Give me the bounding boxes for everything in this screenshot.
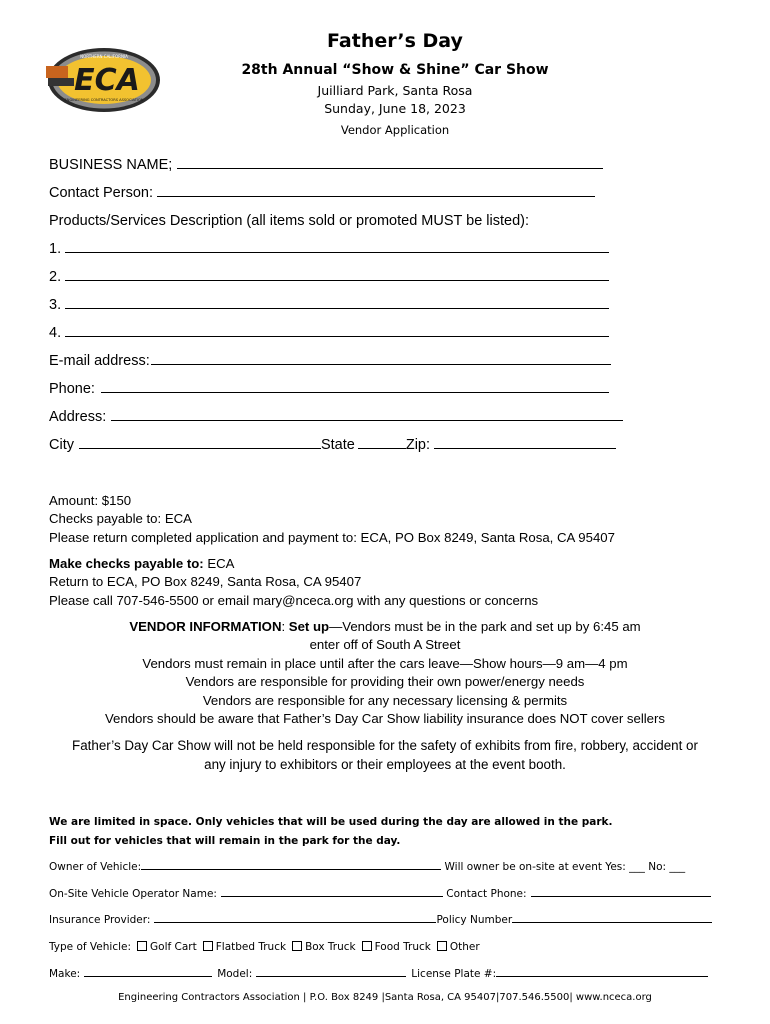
phone-field[interactable] [49, 381, 609, 397]
phone-label: Phone: [49, 381, 95, 397]
logo-text: ECA [74, 63, 140, 98]
item-number: 1. [49, 241, 62, 257]
flatbed-truck-checkbox[interactable] [203, 941, 213, 951]
make-checks-label: Make checks payable to: [49, 556, 204, 571]
product-line-4[interactable] [49, 325, 609, 341]
other-label: Other [449, 941, 480, 953]
event-location: Juilliard Park, Santa Rosa [317, 83, 473, 98]
fill-out-text: Fill out for vehicles that will remain in the park for the day. [49, 835, 401, 847]
space-limit-text: We are limited in space. Only vehicles that will be used during the day are allowed in the park. [49, 816, 613, 828]
item-number: 3. [49, 297, 62, 313]
plate-label: License Plate #: [411, 968, 497, 980]
return-app-text: Please return completed application and payment to: ECA, PO Box 8249, Santa Rosa, CA 95407 [49, 530, 615, 545]
insurance-label: Insurance Provider: [49, 914, 151, 926]
make-line[interactable] [84, 975, 212, 977]
model-line[interactable] [256, 975, 406, 977]
operator-field[interactable] [49, 888, 711, 900]
setup-text: —Vendors must be in the park and set up by 6:45 am [329, 619, 641, 634]
operator-line[interactable] [221, 895, 443, 897]
product-line-1[interactable] [49, 241, 609, 257]
make-label: Make: [49, 968, 81, 980]
golf-cart-label: Golf Cart [150, 941, 197, 953]
product-line-3[interactable] [49, 297, 609, 313]
model-label: Model: [217, 968, 253, 980]
setup-label: Set up [288, 619, 330, 634]
vendor-info-label: VENDOR INFORMATION [129, 619, 282, 634]
address-label: Address: [49, 409, 107, 425]
box-truck-label: Box Truck [305, 941, 356, 953]
vendor-info-line: Vendors should be aware that Father’s Day Car Show liability insurance does NOT cover sellers [104, 711, 665, 726]
products-label: Products/Services Description (all items sold or promoted MUST be listed): [49, 213, 530, 229]
logo-arc-top: NORTHERN CALIFORNIA [80, 54, 128, 59]
item-line[interactable] [65, 279, 609, 281]
make-model-plate-field[interactable] [49, 968, 708, 980]
amount-text: Amount: $150 [49, 493, 132, 508]
checks-text: Checks payable to: ECA [49, 511, 192, 526]
vehicle-type-field [49, 941, 480, 953]
email-line[interactable] [151, 363, 611, 365]
email-field[interactable] [49, 353, 611, 369]
state-label: State [320, 437, 355, 453]
item-number: 2. [49, 269, 62, 285]
contact-person-line[interactable] [157, 195, 595, 197]
contact-person-label: Contact Person: [49, 185, 153, 201]
vendor-info-colon: : [281, 619, 289, 634]
event-date: Sunday, June 18, 2023 [324, 101, 466, 116]
vendor-info-line: Vendors are responsible for providing their own power/energy needs [185, 674, 585, 689]
business-name-label: BUSINESS NAME; [49, 157, 173, 173]
owner-field[interactable] [49, 861, 685, 873]
food-truck-checkbox[interactable] [362, 941, 372, 951]
item-number: 4. [49, 325, 62, 341]
city-state-zip-field[interactable] [49, 437, 616, 453]
event-name: 28th Annual “Show & Shine” Car Show [241, 62, 549, 78]
contact-phone-label: Contact Phone: [446, 888, 527, 900]
insurance-field[interactable] [49, 914, 712, 926]
state-line[interactable] [358, 447, 406, 449]
owner-line[interactable] [141, 868, 441, 870]
food-truck-label: Food Truck [374, 941, 431, 953]
plate-line[interactable] [496, 975, 708, 977]
zip-label: Zip: [405, 437, 431, 453]
golf-cart-checkbox[interactable] [137, 941, 147, 951]
business-name-line[interactable] [177, 167, 603, 169]
disclaimer-line-1: Father’s Day Car Show will not be held responsible for the safety of exhibits from fire, robbery, accident or [72, 738, 698, 753]
vendor-info-line: Vendors are responsible for any necessary licensing & permits [202, 693, 568, 708]
vehicle-type-label: Type of Vehicle: [49, 941, 132, 953]
item-line[interactable] [65, 307, 609, 309]
footer: Engineering Contractors Association | P.O. Box 8249 |Santa Rosa, CA 95407|707.546.5500| www.nceca.org [118, 992, 652, 1003]
vendor-info-line: enter off of South A Street [309, 637, 461, 652]
vendor-info-heading [40, 619, 730, 634]
policy-label: Policy Number [436, 914, 513, 926]
zip-line[interactable] [434, 447, 616, 449]
operator-label: On-Site Vehicle Operator Name: [49, 888, 217, 900]
city-line[interactable] [79, 447, 321, 449]
item-line[interactable] [65, 251, 609, 253]
contact-person-field[interactable] [49, 185, 595, 201]
eca-logo [44, 46, 162, 114]
logo-arc-bottom: ENGINEERING CONTRACTORS ASSOCIATION [64, 98, 144, 102]
other-checkbox[interactable] [437, 941, 447, 951]
city-label: City [49, 437, 74, 453]
item-line[interactable] [65, 335, 609, 337]
insurance-line[interactable] [154, 921, 436, 923]
box-truck-checkbox[interactable] [292, 941, 302, 951]
vendor-info-line: Vendors must remain in place until after the cars leave—Show hours—9 am—4 pm [142, 656, 628, 671]
phone-line[interactable] [101, 391, 609, 393]
page-title: Father’s Day [327, 30, 463, 52]
email-label: E-mail address: [49, 353, 150, 369]
business-name-field[interactable] [49, 157, 603, 173]
disclaimer-line-2: any injury to exhibitors or their employees at the event booth. [204, 757, 566, 772]
owner-onsite-label: Will owner be on-site at event Yes: ___ No: ___ [444, 861, 686, 873]
flatbed-truck-label: Flatbed Truck [215, 941, 287, 953]
make-checks-value: ECA [203, 556, 235, 571]
address-field[interactable] [49, 409, 623, 425]
policy-line[interactable] [512, 921, 712, 923]
return-to-text: Return to ECA, PO Box 8249, Santa Rosa, CA 95407 [49, 574, 362, 589]
contact-text: Please call 707-546-5500 or email mary@nceca.org with any questions or concerns [49, 593, 539, 608]
product-line-2[interactable] [49, 269, 609, 285]
make-checks-text [49, 556, 234, 571]
document-type: Vendor Application [340, 123, 450, 137]
contact-phone-line[interactable] [531, 895, 711, 897]
owner-label: Owner of Vehicle: [49, 861, 142, 873]
address-line[interactable] [111, 419, 623, 421]
